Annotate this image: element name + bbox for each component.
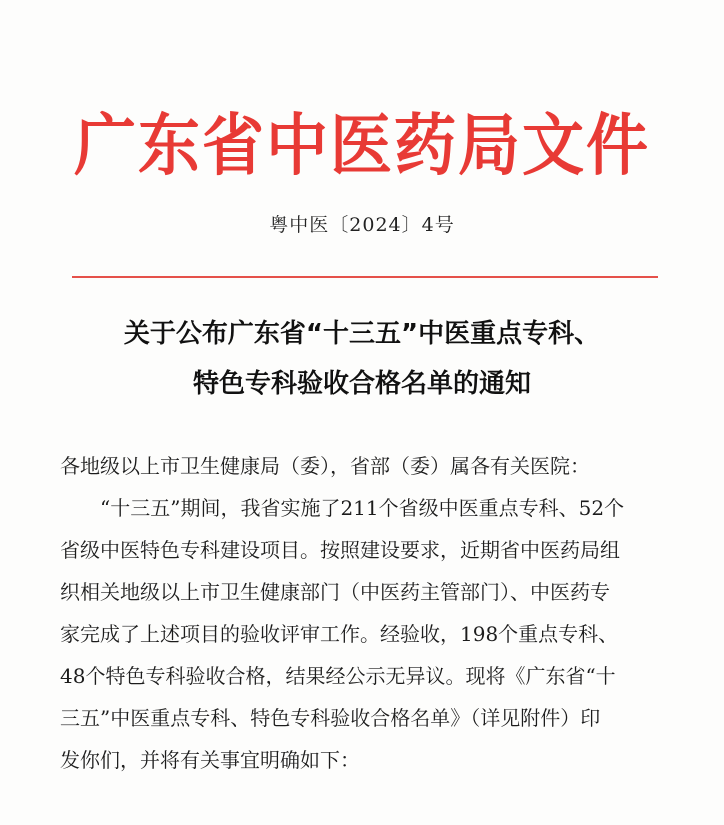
body-line: 发你们，并将有关事宜明确如下： xyxy=(60,748,360,772)
notice-title-line-1: 关于公布广东省“十三五”中医重点专科、 xyxy=(123,319,601,349)
red-divider xyxy=(72,276,658,278)
body-line: 三五”中医重点专科、特色专科验收合格名单》（详见附件）印 xyxy=(60,706,601,730)
notice-title-line-2: 特色专科验收合格名单的通知 xyxy=(192,369,531,399)
document-number: 粤中医〔2024〕4号 xyxy=(269,214,455,236)
body-line: 家完成了上述项目的验收评审工作。经验收，198个重点专科、 xyxy=(60,622,619,646)
body-line: 省级中医特色专科建设项目。按照建设要求，近期省中医药局组 xyxy=(60,538,620,562)
body-line: 织相关地级以上市卫生健康部门（中医药主管部门）、中医药专 xyxy=(60,580,610,604)
issuer-banner: 广东省中医药局文件 xyxy=(73,106,650,185)
salutation: 各地级以上市卫生健康局（委），省部（委）属各有关医院： xyxy=(60,454,590,478)
body-line: “十三五”期间，我省实施了211个省级中医重点专科、52个 xyxy=(100,496,625,520)
body-line: 48个特色专科验收合格，结果经公示无异议。现将《广东省“十 xyxy=(60,664,616,688)
